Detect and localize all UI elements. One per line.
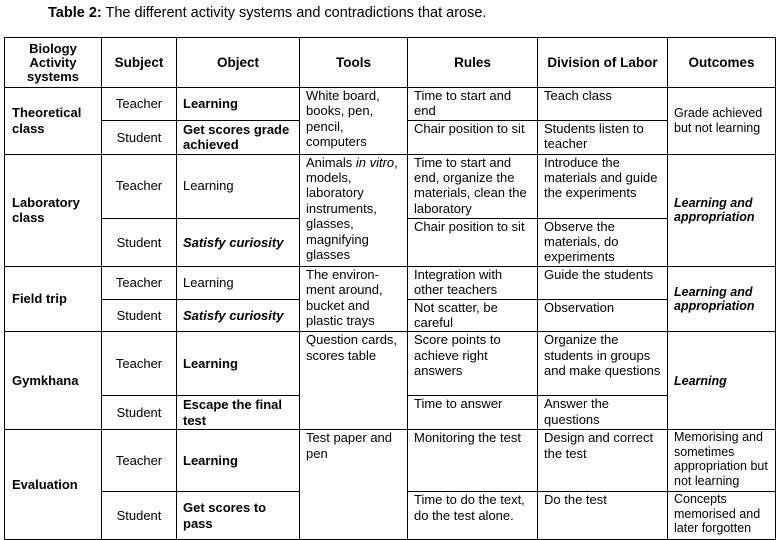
division-cell: Guide the students bbox=[538, 266, 668, 299]
table-row bbox=[5, 430, 776, 492]
rules-cell: Chair position to sit bbox=[408, 218, 538, 266]
division-cell: Design and correct the test bbox=[538, 430, 668, 492]
outcome-cell: Learning bbox=[668, 332, 776, 430]
subject-cell: Teacher bbox=[102, 154, 177, 218]
division-cell: Do the test bbox=[538, 492, 668, 540]
header-rules: Rules bbox=[408, 38, 538, 88]
division-cell: Introduce the materials and guide the experiments bbox=[538, 154, 668, 218]
rules-cell: Integration with other teachers bbox=[408, 266, 538, 299]
header-row bbox=[5, 38, 776, 88]
rules-cell: Not scatter, be careful bbox=[408, 299, 538, 332]
subject-cell: Teacher bbox=[102, 332, 177, 396]
subject-cell: Student bbox=[102, 396, 177, 430]
subject-cell: Student bbox=[102, 492, 177, 540]
object-cell: Escape the final test bbox=[177, 396, 300, 430]
system-gymkhana: Gymkhana bbox=[5, 332, 102, 430]
tools-cell: Question cards, scores table bbox=[300, 332, 408, 430]
tools-cell bbox=[300, 154, 408, 266]
subject-cell: Student bbox=[102, 299, 177, 332]
caption-text: The different activity systems and contradictions that arose. bbox=[101, 5, 487, 21]
tools-text-start: Animals bbox=[306, 154, 356, 170]
subject-cell: Teacher bbox=[102, 88, 177, 121]
table-row bbox=[5, 332, 776, 396]
object-cell: Satisfy curiosity bbox=[177, 299, 300, 332]
object-cell: Satisfy curiosity bbox=[177, 218, 300, 266]
rules-cell: Time to answer bbox=[408, 396, 538, 430]
tools-cell: White board, books, pen, pencil, computers bbox=[300, 88, 408, 155]
table-row bbox=[5, 266, 776, 299]
subject-cell: Student bbox=[102, 120, 177, 154]
rules-cell: Monitoring the test bbox=[408, 430, 538, 492]
division-cell: Students listen to teacher bbox=[538, 120, 668, 154]
header-systems: Biology Activity systems bbox=[5, 38, 102, 88]
division-cell: Teach class bbox=[538, 88, 668, 121]
table-caption bbox=[48, 4, 486, 22]
header-subject: Subject bbox=[102, 38, 177, 88]
object-cell: Learning bbox=[177, 154, 300, 218]
rules-cell: Chair position to sit bbox=[408, 120, 538, 154]
rules-cell: Time to start and end, organize the materials, clean the laboratory bbox=[408, 154, 538, 218]
system-laboratory: Laboratory class bbox=[5, 154, 102, 266]
division-cell: Observe the materials, do experiments bbox=[538, 218, 668, 266]
object-cell: Get scores to pass bbox=[177, 492, 300, 540]
activity-systems-table bbox=[4, 37, 776, 540]
division-cell: Organize the students in groups and make questions bbox=[538, 332, 668, 396]
subject-cell: Student bbox=[102, 218, 177, 266]
division-cell: Answer the questions bbox=[538, 396, 668, 430]
object-cell: Learning bbox=[177, 332, 300, 396]
table-row bbox=[5, 88, 776, 121]
system-evaluation: Evaluation bbox=[5, 430, 102, 540]
header-tools: Tools bbox=[300, 38, 408, 88]
outcome-cell: Learning and appropriation bbox=[668, 154, 776, 266]
outcome-cell: Learning and appropriation bbox=[668, 266, 776, 332]
tools-text-italic: in vitro bbox=[355, 154, 395, 170]
object-cell: Learning bbox=[177, 88, 300, 121]
header-division: Division of Labor bbox=[538, 38, 668, 88]
rules-cell: Time to do the text, do the test alone. bbox=[408, 492, 538, 540]
object-cell: Learning bbox=[177, 266, 300, 299]
division-cell: Observation bbox=[538, 299, 668, 332]
subject-cell: Teacher bbox=[102, 266, 177, 299]
object-cell: Learning bbox=[177, 430, 300, 492]
caption-label: Table 2: bbox=[48, 5, 102, 21]
header-object: Object bbox=[177, 38, 300, 88]
outcome-cell: Grade achieved but not learning bbox=[668, 88, 776, 155]
table-row bbox=[5, 154, 776, 218]
subject-cell: Teacher bbox=[102, 430, 177, 492]
object-cell: Get scores grade achieved bbox=[177, 120, 300, 154]
header-outcomes: Outcomes bbox=[668, 38, 776, 88]
tools-text-end: , models, laboratory instruments, glasses, magnifying glasses bbox=[306, 154, 398, 263]
rules-cell: Time to start and end bbox=[408, 88, 538, 121]
system-theoretical: Theoretical class bbox=[5, 88, 102, 155]
tools-cell: Test paper and pen bbox=[300, 430, 408, 540]
rules-cell: Score points to achieve right answers bbox=[408, 332, 538, 396]
outcome-cell: Memorising and sometimes appropriation but not learning bbox=[668, 430, 776, 492]
outcome-cell: Concepts memorised and later forgotten bbox=[668, 492, 776, 540]
tools-cell: The environ-ment around, bucket and plastic trays bbox=[300, 266, 408, 332]
system-fieldtrip: Field trip bbox=[5, 266, 102, 332]
